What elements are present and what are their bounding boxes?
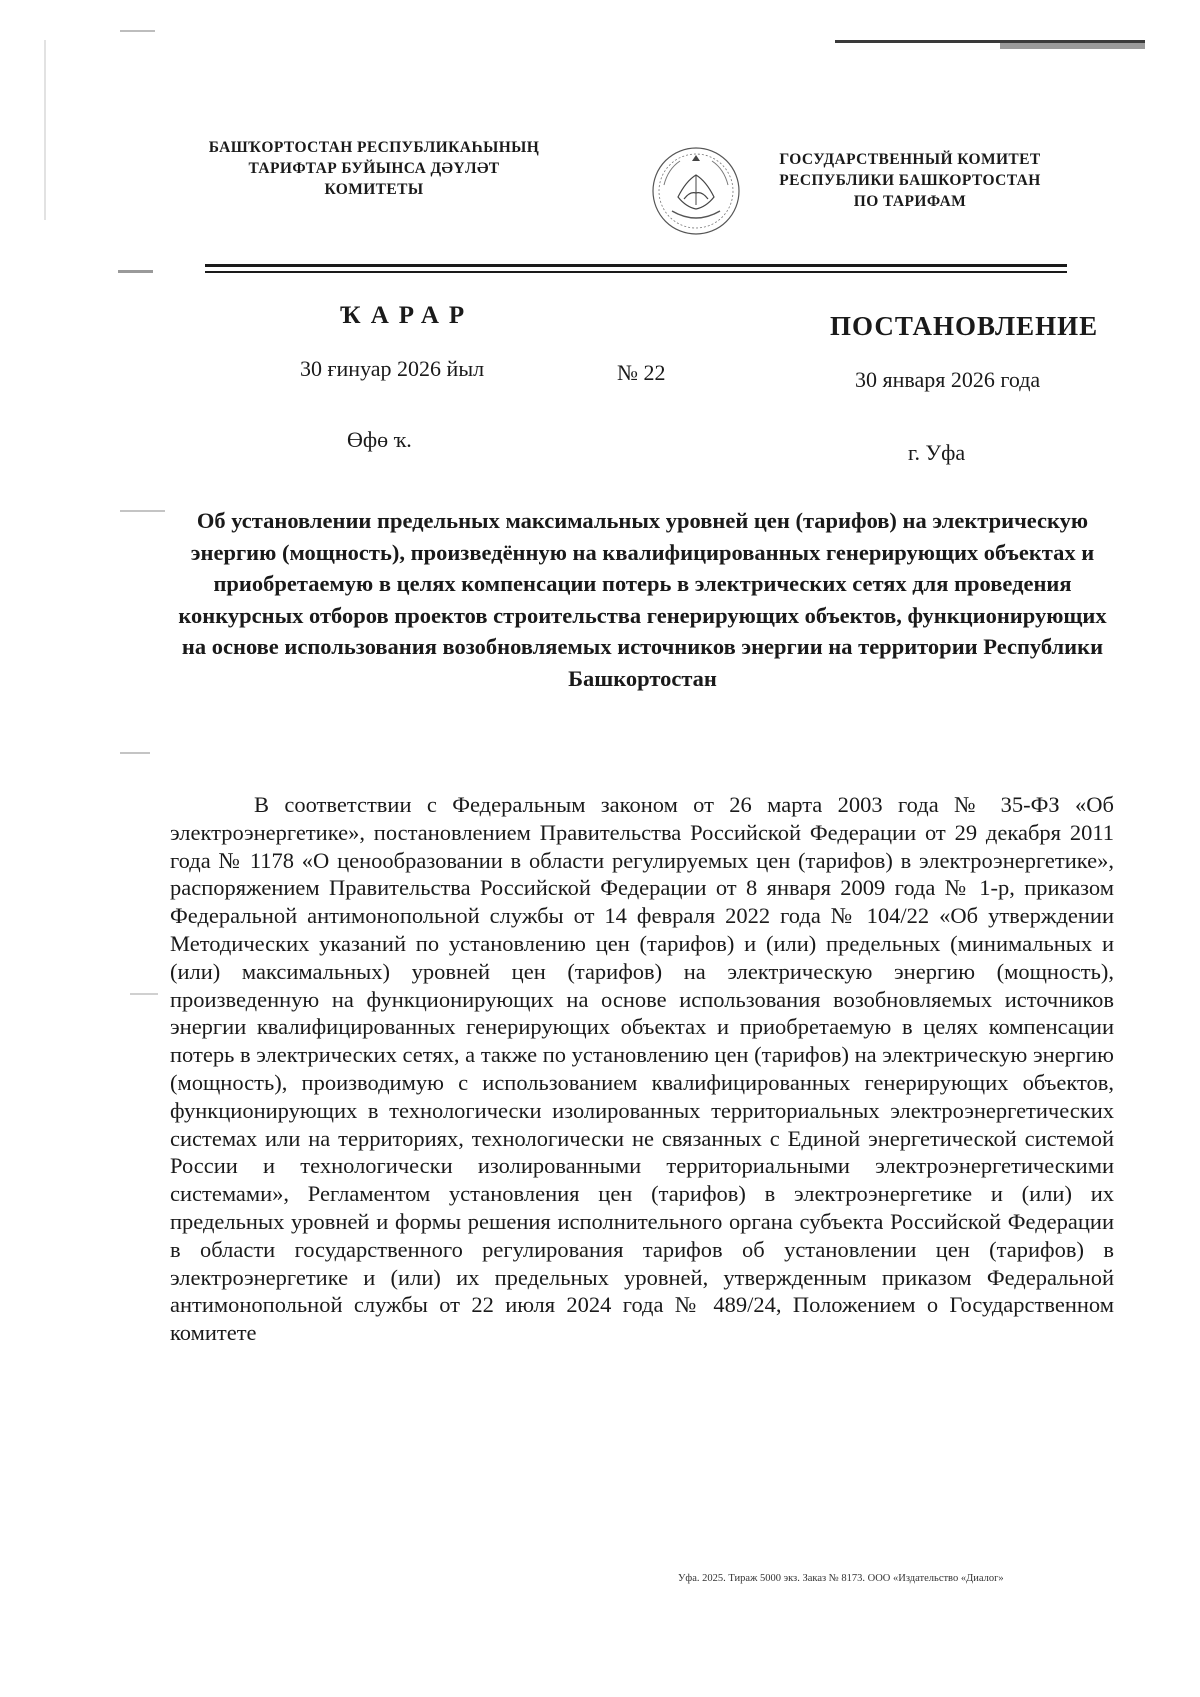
document-number: № 22 bbox=[617, 360, 666, 385]
header-divider bbox=[205, 264, 1067, 267]
scan-mark bbox=[120, 752, 150, 754]
scan-mark bbox=[120, 510, 165, 512]
scan-mark bbox=[130, 993, 158, 995]
header-left-org-name: БАШҠОРТОСТАН РЕСПУБЛИКАҺЫНЫҢ ТАРИФТАР БУЙЫНСА ДӘҮЛӘТ КОМИТЕТЫ bbox=[208, 139, 540, 198]
doc-type-russian: ПОСТАНОВЛЕНИЕ bbox=[830, 311, 1099, 341]
city-russian: г. Уфа bbox=[908, 440, 966, 465]
scan-mark bbox=[44, 40, 46, 220]
doc-type-bashkir: ҠАРАР bbox=[340, 302, 475, 329]
document-title: Об установлении предельных максимальных уровней цен (тарифов) на электрическую энергию (мощность), произведённую на квалифицированных генерирующих объектах и приобретаемую в целях компенсации потерь в электрических сетях для проведения конкурсных отборов проектов строительства генерирующих объектов, функционирующих на основе использования возобновляемых источников энергии на территории Республики Башкортостан bbox=[178, 508, 1107, 691]
bashkortostan-coat-of-arms-icon bbox=[650, 141, 742, 237]
print-footer: Уфа. 2025. Тираж 5000 экз. Заказ № 8173. ООО «Издательство «Диалог» bbox=[678, 1573, 1004, 1584]
header-right-org-name: ГОСУДАРСТВЕННЫЙ КОМИТЕТ РЕСПУБЛИКИ БАШКОРТОСТАН ПО ТАРИФАМ bbox=[779, 151, 1041, 210]
scan-mark bbox=[120, 30, 155, 32]
body-paragraph: В соответствии с Федеральным законом от 26 марта 2003 года № 35-ФЗ «Об электроэнергетике», постановлением Правительства Российской Федерации от 29 декабря 2011 года № 1178 «О ценообразовании в области регулируемых цен (тарифов) в электроэнергетике», распоряжением Правительства Российской Федерации от 8 января 2009 года № 1-р, приказом Федеральной антимонопольной службы от 14 февраля 2022 года № 104/22 «Об утверждении Методических указаний по установлению цен (тарифов) и (или) предельных (минимальных и (или) максимальных) уровней цен (тарифов) на электрическую энергию (мощность), произведенную на функционирующих на основе использования возобновляемых источников энергии квалифицированных генерирующих объектах и приобретаемую в целях компенсации потерь в электрических сетях, а также по установлению цен (тарифов) на электрическую энергию (мощность), производимую с использованием квалифицированных генерирующих объектов, функционирующих в технологически изолированных территориальных электроэнергетических системах или на территориях, технологически не связанных с Единой энергетической системой России и технологически изолированными территориальными электроэнергетическими системами», Регламентом установления цен (тарифов) в электроэнергетике и (или) их предельных уровней и формы решения исполнительного органа субъекта Российской Федерации в области государственного регулирования тарифов об установлении цен (тарифов) в электроэнергетике и (или) их предельных уровней, утвержденным приказом Федеральной антимонопольной службы от 22 июля 2024 года № 489/24, Положением о Государственном комитете bbox=[170, 792, 1114, 1346]
date-russian: 30 января 2026 года bbox=[855, 367, 1041, 392]
scan-mark bbox=[118, 270, 153, 273]
city-bashkir: Өфө ҡ. bbox=[347, 427, 412, 452]
header-divider bbox=[205, 271, 1067, 273]
date-bashkir: 30 ғинуар 2026 йыл bbox=[300, 356, 485, 381]
scan-mark bbox=[1000, 43, 1145, 49]
